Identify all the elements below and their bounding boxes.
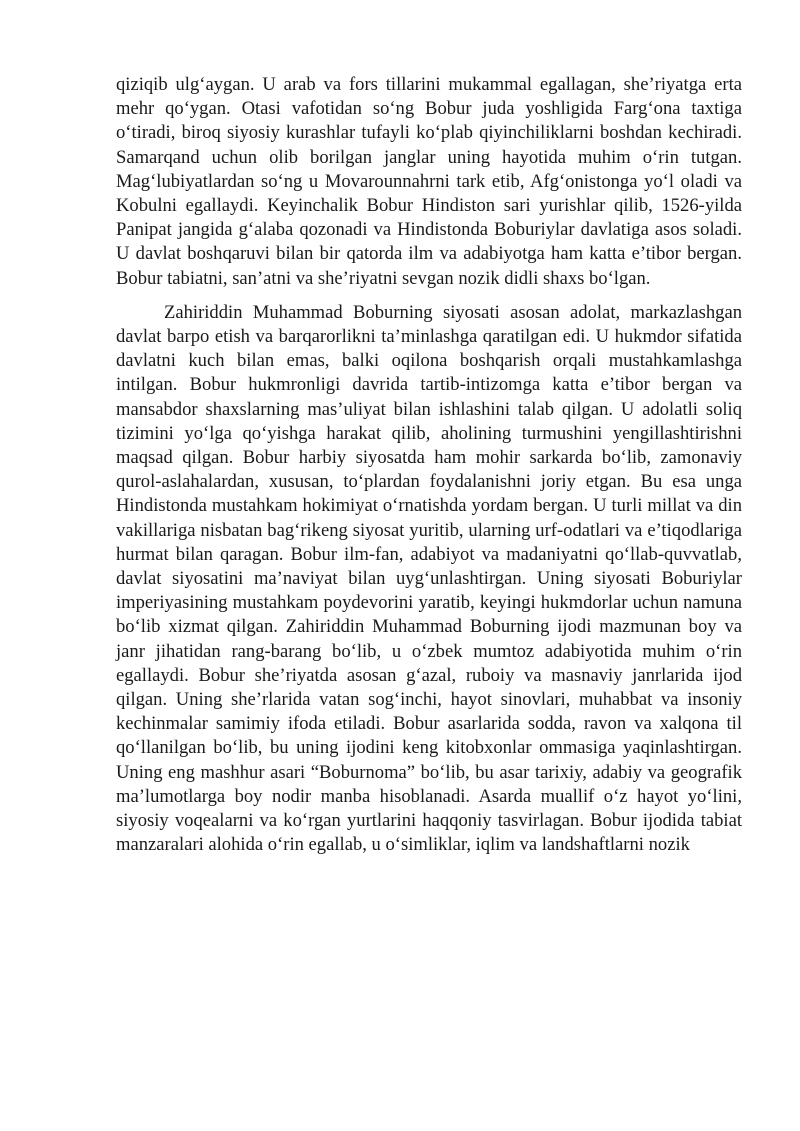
paragraph-2: Zahiriddin Muhammad Boburning siyosati asosan adolat, markazlashgan davlat barpo etish va barqarorlikni ta’minlashga qaratilgan edi. U hukmdor sifatida davlatni kuch bilan emas, balki oqilona boshqarish orqali mustahkamlashga intilgan. Bobur hukmronligi davrida tartib-intizomga katta e’tibor bergan va mansabdor shaxslarning mas’uliyat bilan ishlashini talab qilgan. U adolatli soliq tizimini yo‘lga qo‘yishga harakat qilib, aholining turmushini yengillashtirishni maqsad qilgan. Bobur harbiy siyosatda ham mohir sarkarda bo‘lib, zamonaviy qurol-aslahalardan, xususan, to‘plardan foydalanishni joriy etgan. Bu esa unga Hindistonda mustahkam hokimiyat o‘rnatishda yordam bergan. U turli millat va din vakillariga nisbatan bag‘rikeng siyosat yuritib, ularning urf-odatlari va e’tiqodlariga hurmat bilan qaragan. Bobur ilm-fan, adabiyot va madaniyatni qo‘llab-quvvatlab, davlat siyosatini ma’naviyat bilan uyg‘unlashtirgan. Uning siyosati Boburiylar imperiyasining mustahkam poydevorini yaratib, keyingi hukmdorlar uchun namuna bo‘lib xizmat qilgan. Zahiriddin Muhammad Boburning ijodi mazmunan boy va janr jihatidan rang-barang bo‘lib, u o‘zbek mumtoz adabiyotida muhim o‘rin egallaydi. Bobur she’riyatda asosan g‘azal, ruboiy va masnaviy janrlarida ijod qilgan. Uning she’rlarida vatan sog‘inchi, hayot sinovlari, muhabbat va insoniy kechinmalar samimiy ifoda etiladi. Bobur asarlarida sodda, ravon va xalqona til qo‘llanilgan bo‘lib, bu uning ijodini keng kitobxonlar ommasiga yaqinlashtirgan. Uning eng mashhur asari “Boburnoma” bo‘lib, bu asar tarixiy, adabiy va geografik ma’lumotlarga boy nodir manba hisoblanadi. Asarda muallif o‘z hayot yo‘lini, siyosiy voqealarni va ko‘rgan yurtlarini haqqoniy tasvirlagan. Bobur ijodida tabiat manzaralari alohida o‘rin egallab, u o‘simliklar, iqlim va landshaftlarni nozik (116, 301, 742, 856)
paragraph-1: qiziqib ulg‘aygan. U arab va fors tillarini mukammal egallagan, she’riyatga erta mehr qo‘ygan. Otasi vafotidan so‘ng Bobur juda yoshligida Farg‘ona taxtiga o‘tiradi, biroq siyosiy kurashlar tufayli ko‘plab qiyinchiliklarni boshdan kechiradi. Samarqand uchun olib borilgan janglar uning hayotida muhim o‘rin tutgan. Mag‘lubiyatlardan so‘ng u Movarounnahrni tark etib, Afg‘onistonga yo‘l oladi va Kobulni egallaydi. Keyinchalik Bobur Hindiston sari yurishlar qilib, 1526-yilda Panipat jangida g‘alaba qozonadi va Hindistonda Boburiylar davlatiga asos soladi. U davlat boshqaruvi bilan bir qatorda ilm va adabiyotga ham katta e’tibor bergan. Bobur tabiatni, san’atni va she’riyatni sevgan nozik didli shaxs bo‘lgan. (116, 74, 742, 289)
document-page (116, 73, 742, 858)
